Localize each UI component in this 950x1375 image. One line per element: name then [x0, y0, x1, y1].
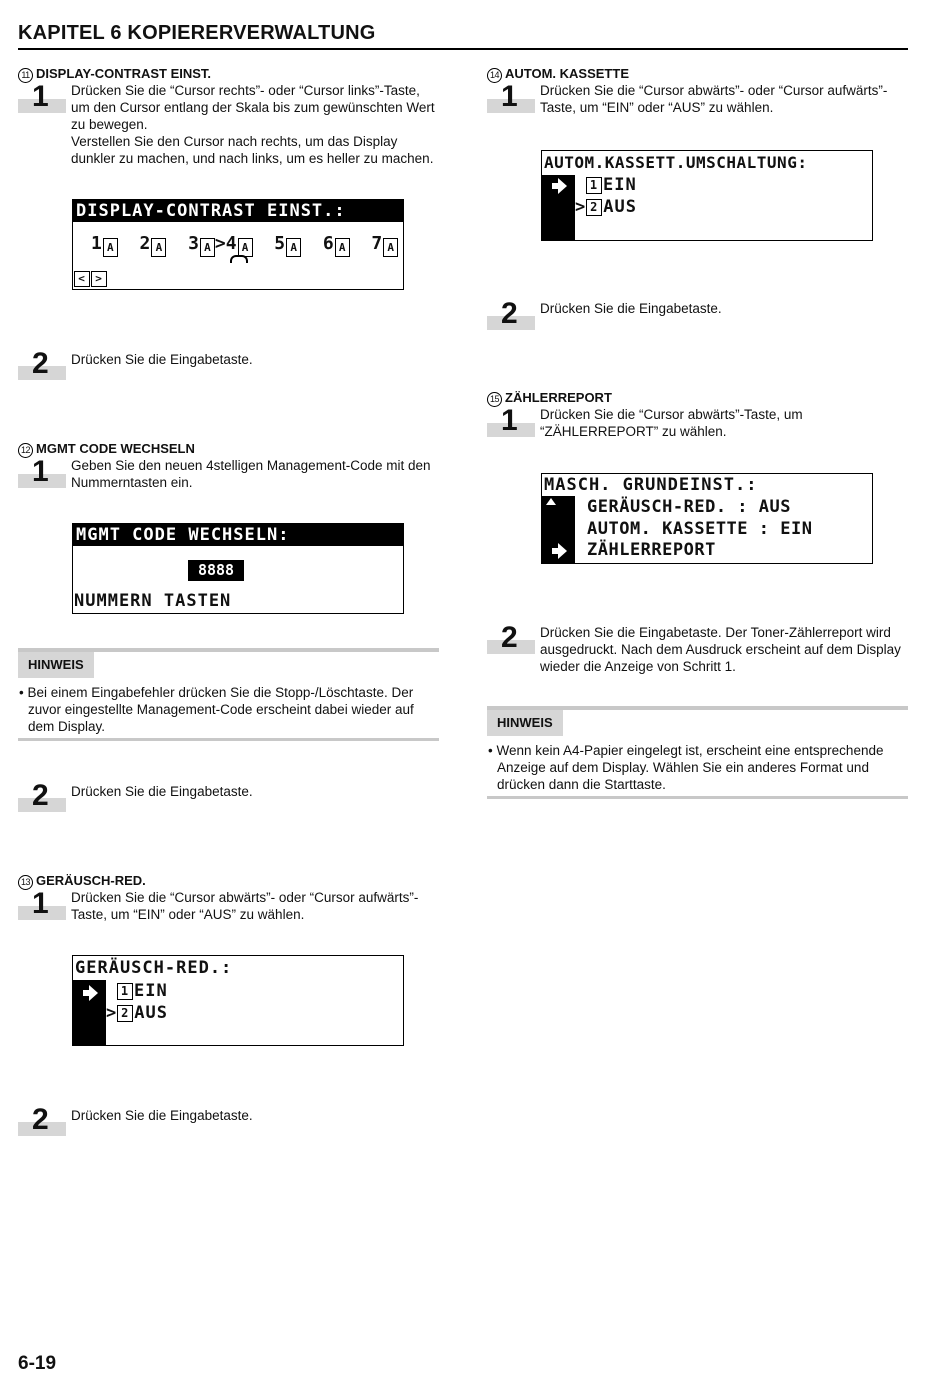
section-number-badge: 13	[18, 875, 33, 890]
page-number: 6-19	[18, 1353, 57, 1374]
scroll-up-icon	[546, 498, 556, 505]
section-number-badge: 11	[18, 68, 33, 83]
step-marker: 1	[18, 460, 66, 488]
step-marker: 2	[487, 302, 535, 330]
section-title-text: AUTOM. KASSETTE	[505, 66, 629, 81]
lcd-zaehlerreport	[541, 473, 873, 564]
selection-arrow-icon	[83, 985, 99, 1001]
note-label: HINWEIS	[487, 710, 563, 736]
section-title-text: GERÄUSCH-RED.	[36, 873, 146, 888]
lcd-geraeusch-red	[72, 955, 404, 1046]
section-number-badge: 12	[18, 443, 33, 458]
step-marker: 1	[487, 409, 535, 437]
lcd-title: GERÄUSCH-RED.:	[75, 958, 233, 978]
section-title-text: ZÄHLERREPORT	[505, 390, 612, 405]
note-text: • Bei einem Eingabefehler drücken Sie die Stopp-/Löschtaste. Der zuvor eingestellte Management-Code erscheint dabei wieder auf dem Display.	[19, 685, 414, 734]
step-instruction: Drücken Sie die Eingabetaste.	[540, 301, 722, 316]
step-instruction: Drücken Sie die Eingabetaste.	[71, 784, 253, 799]
nav-left-icon: <	[74, 271, 90, 287]
step-marker: 2	[487, 626, 535, 654]
step-instruction: Drücken Sie die “Cursor rechts”- oder “Cursor links”-Taste, um den Cursor entlang der Skala bis zum gewünschten Wert zu bewegen. Verstellen Sie den Cursor nach rechts, um das Display dunkler zu machen, und nach links, um es heller zu machen.	[71, 83, 435, 166]
step-instruction: Drücken Sie die Eingabetaste.	[71, 352, 253, 367]
lcd-title: AUTOM.KASSETT.UMSCHALTUNG:	[544, 153, 808, 172]
step-instruction: Drücken Sie die “Cursor abwärts”- oder “Cursor aufwärts”-Taste, um “EIN” oder “AUS” zu wählen.	[540, 83, 888, 115]
step-marker: 1	[487, 85, 535, 113]
selection-arrow-icon	[552, 178, 568, 194]
step-instruction: Drücken Sie die “Cursor abwärts”-Taste, um “ZÄHLERREPORT” zu wählen.	[540, 407, 803, 439]
lcd-title: MGMT CODE WECHSELN:	[73, 524, 403, 546]
lcd-mgmt-code	[72, 523, 404, 614]
section-title-text: DISPLAY-CONTRAST EINST.	[36, 66, 212, 81]
menu-line-kassette: AUTOM. KASSETTE : EIN	[587, 519, 813, 539]
step-marker: 2	[18, 352, 66, 380]
note-text: • Wenn kein A4-Papier eingelegt ist, erscheint eine entsprechende Anzeige auf dem Display. Wählen Sie ein anderes Format und drücken dann die Starttaste.	[488, 743, 884, 792]
note-label: HINWEIS	[18, 652, 94, 678]
note-box	[18, 648, 439, 744]
option-aus: > 2 AUS	[575, 197, 637, 217]
section-number-badge: 15	[487, 392, 502, 407]
cursor-indicator-icon	[230, 255, 248, 263]
step-instruction: Geben Sie den neuen 4stelligen Management-Code mit den Nummerntasten ein.	[71, 458, 431, 490]
selection-arrow-icon	[552, 543, 568, 559]
menu-line-zaehlerreport: ZÄHLERREPORT	[587, 540, 716, 560]
option-ein: 1 EIN	[586, 175, 637, 195]
section-number-badge: 14	[487, 68, 502, 83]
lcd-footer: NUMMERN TASTEN	[74, 591, 232, 611]
step-instruction: Drücken Sie die Eingabetaste. Der Toner-Zählerreport wird ausgedruckt. Nach dem Ausdruck erscheint auf dem Display wieder die Anzeige von Schritt 1.	[540, 625, 901, 674]
step-instruction: Drücken Sie die “Cursor abwärts”- oder “Cursor aufwärts”-Taste, um “EIN” oder “AUS” zu wählen.	[71, 890, 419, 922]
note-box	[487, 706, 908, 802]
lcd-display-contrast	[72, 199, 404, 290]
lcd-autom-kassette	[541, 150, 873, 241]
step-marker: 2	[18, 784, 66, 812]
lcd-title: DISPLAY-CONTRAST EINST.:	[73, 200, 403, 222]
option-aus: > 2 AUS	[106, 1003, 168, 1023]
menu-line-geraeusch: GERÄUSCH-RED. : AUS	[587, 497, 791, 517]
option-ein: 1 EIN	[117, 981, 168, 1001]
section-title-text: MGMT CODE WECHSELN	[36, 441, 195, 456]
step-instruction: Drücken Sie die Eingabetaste.	[71, 1108, 253, 1123]
nav-right-icon: >	[91, 271, 107, 287]
step-marker: 1	[18, 85, 66, 113]
lcd-title: MASCH. GRUNDEINST.:	[544, 475, 758, 495]
step-marker: 2	[18, 1108, 66, 1136]
page-title: KAPITEL 6 KOPIERERVERWALTUNG	[18, 22, 908, 50]
code-value: 8888	[188, 560, 244, 581]
nav-arrows	[74, 268, 108, 288]
contrast-scale: 1 A 2 A 3 A >4 A 5 A 6 A 7 A	[91, 234, 398, 257]
step-marker: 1	[18, 892, 66, 920]
